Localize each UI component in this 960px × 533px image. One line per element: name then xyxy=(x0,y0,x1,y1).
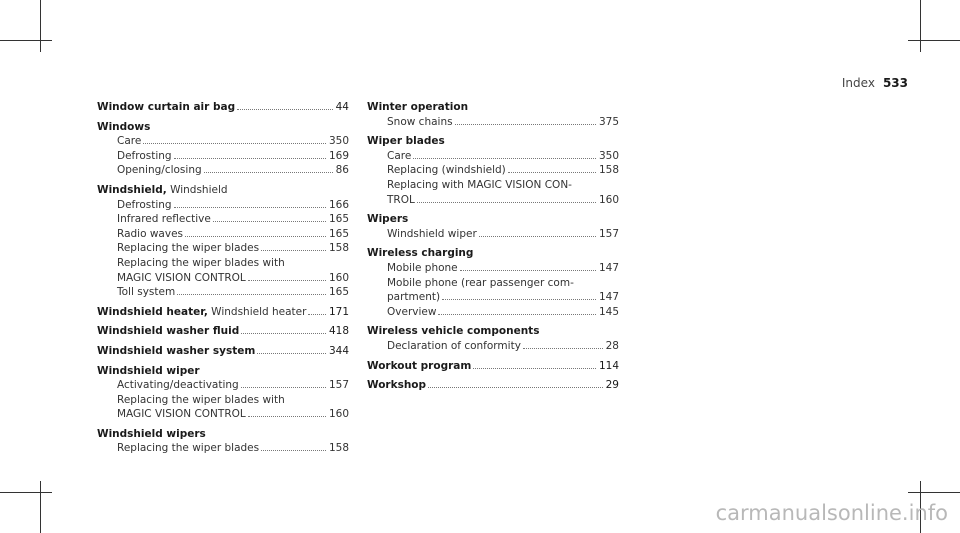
index-entry xyxy=(97,305,349,320)
sub-entry xyxy=(97,378,349,393)
entry-heading-row xyxy=(97,120,349,135)
page-ref[interactable]: 29 xyxy=(605,379,619,392)
entry-heading-row xyxy=(367,100,619,115)
entry-heading-row xyxy=(367,324,619,339)
dot-leader xyxy=(438,314,596,315)
sub-entry-text: Replacing with MAGIC VISION CON- xyxy=(387,178,572,191)
index-entry xyxy=(97,344,349,359)
page-ref[interactable]: 375 xyxy=(598,115,619,128)
entry-heading-row xyxy=(367,134,619,149)
page-ref[interactable]: 171 xyxy=(328,305,349,318)
dot-leader xyxy=(237,109,333,110)
entry-heading: Windows xyxy=(97,120,151,133)
index-entry xyxy=(97,324,349,339)
sub-entry-row xyxy=(117,163,349,178)
entry-heading: Workshop xyxy=(367,379,427,392)
page-ref[interactable]: 114 xyxy=(598,359,619,372)
sub-entry-text: Windshield wiper xyxy=(387,227,477,240)
page-ref[interactable]: 160 xyxy=(328,408,349,421)
index-entry xyxy=(367,378,619,393)
page-ref[interactable]: 350 xyxy=(328,135,349,148)
dot-leader xyxy=(413,158,596,159)
sub-entry-row xyxy=(387,261,619,276)
page-header xyxy=(842,76,908,90)
dot-leader xyxy=(174,158,326,159)
sub-entry-text: Declaration of conformity xyxy=(387,339,521,352)
sub-entry-row xyxy=(387,305,619,320)
sub-entry-text: Infrared reflective xyxy=(117,213,211,226)
dot-leader xyxy=(177,294,326,295)
entry-heading: Workout program xyxy=(367,359,472,372)
sub-entry-text: partment) xyxy=(387,291,441,304)
crop-mark xyxy=(908,492,960,493)
entry-heading: Windshield washer fluid xyxy=(97,325,240,338)
entry-heading-row xyxy=(97,183,349,198)
dot-leader xyxy=(241,387,326,388)
entry-heading-row xyxy=(367,212,619,227)
dot-leader xyxy=(479,236,596,237)
sub-entry-text: Activating/deactivating xyxy=(117,379,239,392)
entry-heading: Winter operation xyxy=(367,101,469,113)
sub-entry-text: Replacing the wiper blades with xyxy=(117,393,285,406)
sub-entry-text: Replacing the wiper blades xyxy=(117,442,260,455)
index-entry xyxy=(97,364,349,422)
page-ref[interactable]: 160 xyxy=(598,193,619,206)
dot-leader xyxy=(261,450,326,451)
sub-entry-text: Replacing the wiper blades with xyxy=(117,256,285,269)
page-ref[interactable]: 147 xyxy=(598,261,619,274)
sub-entry-row xyxy=(117,441,349,456)
sub-entry-row xyxy=(117,134,349,149)
sub-entry xyxy=(97,256,349,285)
index-entry xyxy=(367,134,619,207)
sub-entry xyxy=(367,149,619,164)
page-ref[interactable]: 165 xyxy=(328,227,349,240)
sub-entry xyxy=(367,178,619,207)
sub-entry-text: TROL xyxy=(387,193,415,206)
sub-entry-row xyxy=(117,198,349,213)
entry-heading-row xyxy=(97,344,349,359)
index-entry xyxy=(97,427,349,456)
entry-heading-row xyxy=(367,246,619,261)
sub-entry xyxy=(97,149,349,164)
entry-heading: Windshield, xyxy=(97,183,167,196)
sub-entry-text: Care xyxy=(117,135,142,148)
page-ref[interactable]: 157 xyxy=(598,227,619,240)
entry-heading-row xyxy=(367,378,619,393)
dot-leader xyxy=(417,202,596,203)
index-entry xyxy=(367,100,619,129)
dot-leader xyxy=(508,172,596,173)
dot-leader xyxy=(428,387,603,388)
index-column-right xyxy=(367,100,619,398)
sub-entry-text: Mobile phone xyxy=(387,261,458,274)
index-entry xyxy=(367,359,619,374)
sub-entry-row xyxy=(117,407,349,422)
sub-entry-text: Radio waves xyxy=(117,227,184,240)
sub-entry xyxy=(97,198,349,213)
sub-entry xyxy=(97,163,349,178)
index-entry xyxy=(97,183,349,300)
entry-heading-row xyxy=(97,427,349,442)
sub-entry-text: MAGIC VISION CONTROL xyxy=(117,408,246,421)
sub-entry-text: Mobile phone (rear passenger com- xyxy=(387,276,574,289)
page-ref[interactable]: 165 xyxy=(328,213,349,226)
sub-entry-text: MAGIC VISION CONTROL xyxy=(117,271,246,284)
page-ref[interactable]: 44 xyxy=(335,101,349,113)
dot-leader xyxy=(460,270,596,271)
sub-entry-row xyxy=(387,149,619,164)
sub-entry xyxy=(97,441,349,456)
sub-entry-row xyxy=(117,227,349,242)
entry-heading: Wiper blades xyxy=(367,135,445,148)
sub-entry-text: Opening/closing xyxy=(117,164,202,177)
dot-leader xyxy=(213,221,326,222)
sub-entry-text: Defrosting xyxy=(117,149,172,162)
dot-leader xyxy=(248,416,326,417)
entry-heading-suffix: Windshield heater xyxy=(207,305,307,318)
index-entry xyxy=(97,120,349,178)
page-ref[interactable]: 350 xyxy=(598,149,619,162)
sub-entry-row xyxy=(117,378,349,393)
page-ref[interactable]: 158 xyxy=(328,242,349,255)
sub-entry xyxy=(97,393,349,422)
header-title: Index xyxy=(841,76,875,90)
entry-heading-row xyxy=(97,305,349,320)
page-ref[interactable]: 28 xyxy=(605,339,619,352)
page-ref[interactable]: 165 xyxy=(328,286,349,299)
index-entry xyxy=(97,100,349,115)
sub-entry-text: Replacing the wiper blades xyxy=(117,242,260,255)
entry-heading: Window curtain air bag xyxy=(97,101,236,113)
dot-leader xyxy=(257,353,326,354)
sub-entry xyxy=(367,227,619,242)
index-entry xyxy=(367,212,619,241)
dot-leader xyxy=(442,299,596,300)
sub-entry-row xyxy=(387,193,619,208)
sub-entry-text: Defrosting xyxy=(117,198,172,211)
page-ref[interactable]: 344 xyxy=(328,344,349,357)
dot-leader xyxy=(248,280,326,281)
sub-entry-text: Toll system xyxy=(117,286,176,299)
page-ref[interactable]: 169 xyxy=(328,149,349,162)
entry-heading-row xyxy=(97,324,349,339)
sub-entry-text: Care xyxy=(387,149,412,162)
sub-entry xyxy=(367,305,619,320)
watermark: carmanualsonline.info xyxy=(715,501,948,525)
dot-leader xyxy=(174,207,326,208)
index-entry xyxy=(367,324,619,353)
sub-entry-row xyxy=(387,115,619,130)
sub-entry-row xyxy=(117,149,349,164)
page-ref[interactable]: 147 xyxy=(598,291,619,304)
page-ref[interactable]: 157 xyxy=(328,379,349,392)
dot-leader xyxy=(204,172,333,173)
crop-mark xyxy=(0,492,52,493)
sub-entry-text: Replacing (windshield) xyxy=(387,164,506,177)
page-ref[interactable]: 166 xyxy=(328,198,349,211)
entry-heading: Wireless charging xyxy=(367,247,474,260)
entry-heading-row xyxy=(97,100,349,115)
sub-entry xyxy=(97,285,349,300)
sub-entry-row xyxy=(387,290,619,305)
dot-leader xyxy=(185,236,326,237)
crop-mark xyxy=(40,481,41,533)
sub-entry xyxy=(97,227,349,242)
page-ref[interactable]: 160 xyxy=(328,271,349,284)
entry-heading: Windshield wiper xyxy=(97,364,200,377)
sub-entry-row xyxy=(117,241,349,256)
sub-entry-row xyxy=(117,212,349,227)
page-ref[interactable]: 145 xyxy=(598,305,619,318)
crop-mark xyxy=(908,40,960,41)
sub-entry xyxy=(367,115,619,130)
dot-leader xyxy=(473,368,596,369)
entry-heading: Windshield wipers xyxy=(97,427,206,440)
sub-entry-row xyxy=(387,227,619,242)
entry-heading: Windshield washer system xyxy=(97,344,256,357)
sub-entry xyxy=(367,276,619,305)
sub-entry-text: Overview xyxy=(387,305,437,318)
entry-heading-row xyxy=(97,364,349,379)
entry-heading-suffix: Windshield xyxy=(166,183,228,196)
sub-entry xyxy=(367,163,619,178)
page-ref[interactable]: 86 xyxy=(335,164,349,177)
page-ref[interactable]: 418 xyxy=(328,325,349,338)
index-column-left xyxy=(97,100,349,461)
sub-entry xyxy=(97,212,349,227)
sub-entry xyxy=(97,134,349,149)
sub-entry xyxy=(97,241,349,256)
entry-heading: Wipers xyxy=(367,213,409,226)
dot-leader xyxy=(261,250,326,251)
dot-leader xyxy=(455,124,596,125)
sub-entry-row xyxy=(387,163,619,178)
sub-entry-row xyxy=(117,271,349,286)
crop-mark xyxy=(0,40,52,41)
entry-heading: Windshield heater, xyxy=(97,305,208,318)
sub-entry-row xyxy=(387,339,619,354)
crop-mark xyxy=(920,0,921,52)
sub-entry-row xyxy=(117,285,349,300)
page-ref[interactable]: 158 xyxy=(328,442,349,455)
dot-leader xyxy=(143,143,326,144)
sub-entry xyxy=(367,339,619,354)
crop-mark xyxy=(40,0,41,52)
page-number: 533 xyxy=(882,76,908,90)
dot-leader xyxy=(241,333,326,334)
index-entry xyxy=(367,246,619,319)
dot-leader xyxy=(308,314,326,315)
dot-leader xyxy=(523,348,603,349)
page-ref[interactable]: 158 xyxy=(598,164,619,177)
entry-heading: Wireless vehicle components xyxy=(367,325,540,338)
entry-heading-row xyxy=(367,359,619,374)
sub-entry xyxy=(367,261,619,276)
sub-entry-text: Snow chains xyxy=(387,115,453,128)
